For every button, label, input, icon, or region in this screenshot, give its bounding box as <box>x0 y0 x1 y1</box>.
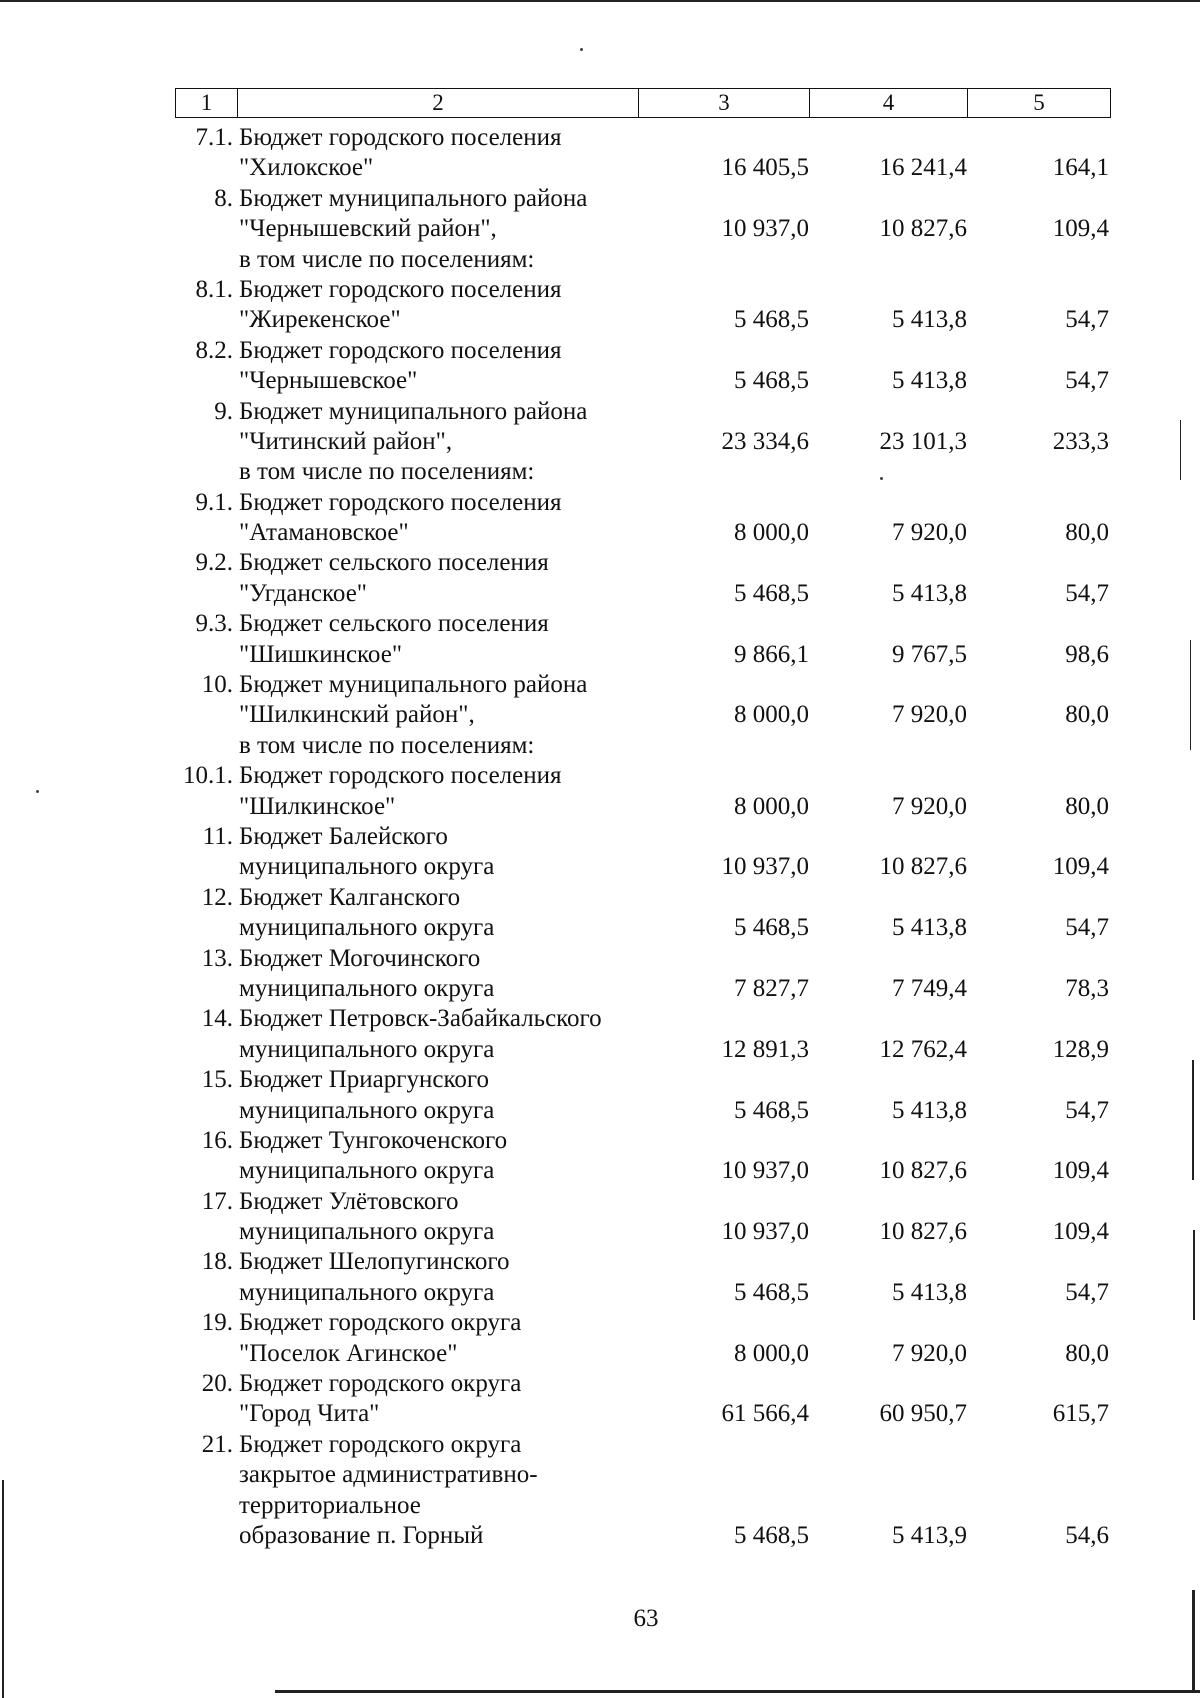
value-col-3 <box>637 457 809 487</box>
row-name-line: образование п. Горный <box>239 1521 484 1549</box>
row-name-line: Бюджет городского поселения <box>239 488 562 516</box>
table-row <box>175 123 1109 184</box>
scan-edge-bottom <box>275 1690 1200 1693</box>
value-col-3: 9 866,1 <box>734 640 809 668</box>
scan-edge-left <box>2 1480 4 1698</box>
header-col-1: 1 <box>176 89 238 118</box>
value-col-4: 23 101,3 <box>879 427 967 455</box>
value-col-4: 10 827,6 <box>879 1157 967 1185</box>
row-name <box>237 670 637 731</box>
value-col-5: 54,7 <box>1065 914 1109 942</box>
row-name-line: Бюджет городского округа <box>239 1309 522 1337</box>
row-name <box>237 123 637 184</box>
value-col-3: 5 468,5 <box>734 306 809 334</box>
row-name <box>237 761 637 822</box>
value-col-3: 8 000,0 <box>734 519 809 547</box>
value-col-4: 5 413,8 <box>892 306 967 334</box>
scan-mark-right-4 <box>1190 640 1191 750</box>
value-col-3: 5 468,5 <box>734 1096 809 1124</box>
row-name-line: "Атамановское" <box>239 519 409 547</box>
table-row <box>175 944 1109 1005</box>
value-col-5: 80,0 <box>1065 1339 1109 1367</box>
row-name-line: Бюджет Улётовского <box>239 1187 459 1215</box>
row-name-line: "Чернышевский район", <box>239 215 497 243</box>
row-name <box>237 275 637 336</box>
table-row <box>175 1369 1109 1430</box>
row-name <box>237 457 637 487</box>
row-name-line: Бюджет Шелопугинского <box>239 1248 510 1276</box>
value-col-4 <box>809 731 967 761</box>
table-row <box>175 1065 1109 1126</box>
row-name-line: Бюджет городского округа <box>239 1430 522 1458</box>
value-col-3: 5 468,5 <box>734 579 809 607</box>
value-col-4: 12 762,4 <box>879 1035 967 1063</box>
value-col-3: 5 468,5 <box>734 367 809 395</box>
row-name-line: "Чернышевское" <box>239 367 418 395</box>
row-name-line: муниципального округа <box>239 853 495 881</box>
row-name <box>237 245 637 275</box>
row-name-line: "Шилкинский район", <box>239 701 475 729</box>
row-number: 8.2. <box>195 336 233 364</box>
value-col-4: 5 413,8 <box>892 579 967 607</box>
row-name-line: муниципального округа <box>239 914 495 942</box>
row-name-line: "Шилкинское" <box>239 792 396 820</box>
row-number: 11. <box>202 822 233 850</box>
row-name <box>237 1369 637 1430</box>
value-col-4: 7 920,0 <box>892 701 967 729</box>
value-col-5: 615,7 <box>1052 1400 1109 1428</box>
scan-speck <box>36 790 39 793</box>
row-number: 16. <box>201 1126 233 1154</box>
row-name <box>237 1187 637 1248</box>
value-col-5: 109,4 <box>1052 1218 1109 1246</box>
table-row <box>175 609 1109 670</box>
value-col-3: 61 566,4 <box>721 1400 809 1428</box>
table-row <box>175 397 1109 458</box>
table-row <box>175 457 1109 487</box>
value-col-5: 78,3 <box>1065 974 1109 1002</box>
table-row <box>175 184 1109 245</box>
value-col-3: 5 468,5 <box>734 1278 809 1306</box>
row-name <box>237 609 637 670</box>
value-col-4: 5 413,9 <box>892 1521 967 1549</box>
table-row <box>175 336 1109 397</box>
value-col-4: 10 827,6 <box>879 1218 967 1246</box>
row-name-line: территориальное <box>239 1491 421 1519</box>
row-number: 8.1. <box>195 275 233 303</box>
value-col-4: 60 950,7 <box>879 1400 967 1428</box>
row-name-line: Бюджет муниципального района <box>239 671 588 699</box>
value-col-4: 7 920,0 <box>892 519 967 547</box>
row-name-line: "Шишкинское" <box>239 640 403 668</box>
row-number: 9.2. <box>195 549 233 577</box>
table-row <box>175 245 1109 275</box>
value-col-3: 5 468,5 <box>734 914 809 942</box>
value-col-5: 128,9 <box>1052 1035 1109 1063</box>
value-col-3 <box>637 245 809 275</box>
table-row <box>175 731 1109 761</box>
value-col-4: 7 920,0 <box>892 792 967 820</box>
value-col-5: 54,7 <box>1065 1096 1109 1124</box>
row-name-line: Бюджет городского поселения <box>239 336 562 364</box>
row-name-line: "Город Чита" <box>239 1400 380 1428</box>
row-number: 9.1. <box>195 488 233 516</box>
row-name <box>237 1430 637 1552</box>
value-col-3: 8 000,0 <box>734 792 809 820</box>
value-col-5 <box>967 457 1109 487</box>
table-header <box>175 88 1111 118</box>
value-col-5: 54,7 <box>1065 306 1109 334</box>
value-col-5: 233,3 <box>1052 427 1109 455</box>
row-name-line: муниципального округа <box>239 1035 495 1063</box>
row-number: 9.3. <box>195 610 233 638</box>
value-col-5: 54,7 <box>1065 1278 1109 1306</box>
table-row <box>175 1247 1109 1308</box>
header-col-4: 4 <box>810 89 968 118</box>
scan-edge-top <box>0 0 1200 2</box>
table-row <box>175 822 1109 883</box>
value-col-5: 109,4 <box>1052 853 1109 881</box>
row-name <box>237 1126 637 1187</box>
value-col-5: 54,6 <box>1065 1521 1109 1549</box>
value-col-5: 80,0 <box>1065 792 1109 820</box>
row-name-line: Бюджет городского поселения <box>239 124 562 151</box>
value-col-3: 23 334,6 <box>721 427 809 455</box>
value-col-4: 16 241,4 <box>879 154 967 182</box>
value-col-4 <box>809 245 967 275</box>
row-name-line: муниципального округа <box>239 974 495 1002</box>
value-col-5: 80,0 <box>1065 701 1109 729</box>
value-col-4: 7 920,0 <box>892 1339 967 1367</box>
table-row <box>175 488 1109 549</box>
row-number <box>175 245 237 275</box>
value-col-4 <box>809 457 967 487</box>
row-name <box>237 1308 637 1369</box>
row-name-line: Бюджет городского округа <box>239 1370 522 1398</box>
row-number: 20. <box>201 1370 233 1398</box>
row-name <box>237 336 637 397</box>
row-name-line: Бюджет сельского поселения <box>239 610 549 638</box>
value-col-3: 5 468,5 <box>734 1521 809 1549</box>
scan-mark-right-1 <box>1192 1060 1194 1180</box>
value-col-3: 12 891,3 <box>721 1035 809 1063</box>
value-col-5: 54,7 <box>1065 579 1109 607</box>
row-number: 14. <box>201 1005 233 1033</box>
value-col-5: 109,4 <box>1052 215 1109 243</box>
value-col-5: 164,1 <box>1052 154 1109 182</box>
value-col-5: 98,6 <box>1065 640 1109 668</box>
row-name-line: "Читинский район", <box>239 427 453 455</box>
row-name-line: Бюджет городского поселения <box>239 275 562 303</box>
row-name-line: Бюджет Приаргунского <box>239 1066 489 1094</box>
row-name-line: Бюджет Тунгокоченского <box>239 1126 508 1154</box>
value-col-4: 5 413,8 <box>892 367 967 395</box>
row-name-line: закрытое административно- <box>239 1461 538 1489</box>
row-number <box>175 731 237 761</box>
row-name-line: в том числе по поселениям: <box>239 731 535 759</box>
value-col-3: 8 000,0 <box>734 701 809 729</box>
row-name-line: "Хилокское" <box>239 154 374 182</box>
row-name <box>237 397 637 458</box>
row-name <box>237 1004 637 1065</box>
value-col-3: 10 937,0 <box>721 1157 809 1185</box>
header-col-3: 3 <box>639 89 810 118</box>
row-number: 15. <box>201 1066 233 1094</box>
row-name <box>237 184 637 245</box>
value-col-4: 5 413,8 <box>892 1278 967 1306</box>
row-name <box>237 883 637 944</box>
row-name <box>237 731 637 761</box>
row-name-line: Бюджет Могочинского <box>239 944 481 972</box>
value-col-3: 7 827,7 <box>734 974 809 1002</box>
row-number: 10. <box>201 671 233 699</box>
value-col-3: 10 937,0 <box>721 215 809 243</box>
row-number: 8. <box>214 184 233 212</box>
row-number: 13. <box>201 944 233 972</box>
row-name <box>237 822 637 883</box>
row-name-line: муниципального округа <box>239 1096 495 1124</box>
row-number <box>175 457 237 487</box>
header-col-5: 5 <box>968 89 1111 118</box>
row-name-line: Бюджет Петровск-Забайкальского <box>239 1005 602 1033</box>
row-name-line: в том числе по поселениям: <box>239 245 535 273</box>
scan-speck <box>580 48 583 51</box>
row-number: 7.1. <box>195 124 233 151</box>
value-col-4: 10 827,6 <box>879 853 967 881</box>
row-name-line: Бюджет городского поселения <box>239 762 562 790</box>
value-col-4: 9 767,5 <box>892 640 967 668</box>
value-col-5 <box>967 731 1109 761</box>
page-number: 63 <box>633 1605 659 1632</box>
row-name-line: "Поселок Агинское" <box>239 1339 458 1367</box>
row-name-line: муниципального округа <box>239 1278 495 1306</box>
value-col-4: 5 413,8 <box>892 1096 967 1124</box>
table-row <box>175 1187 1109 1248</box>
value-col-5: 80,0 <box>1065 519 1109 547</box>
row-name <box>237 548 637 609</box>
table-row <box>175 670 1109 731</box>
table-row <box>175 883 1109 944</box>
row-name-line: Бюджет муниципального района <box>239 184 588 212</box>
table-row <box>175 275 1109 336</box>
value-col-3: 10 937,0 <box>721 1218 809 1246</box>
row-name <box>237 1065 637 1126</box>
value-col-5 <box>967 245 1109 275</box>
value-col-4: 7 749,4 <box>892 974 967 1002</box>
table-row <box>175 1308 1109 1369</box>
row-name-line: Бюджет муниципального района <box>239 397 588 425</box>
row-number: 19. <box>201 1309 233 1337</box>
row-name-line: "Жирекенское" <box>239 306 401 334</box>
table-row <box>175 761 1109 822</box>
row-name-line: муниципального округа <box>239 1218 495 1246</box>
header-col-2: 2 <box>238 89 639 118</box>
row-name-line: "Угданское" <box>239 579 367 607</box>
row-name-line: в том числе по поселениям: <box>239 458 535 486</box>
table-row <box>175 1126 1109 1187</box>
scan-mark-right-2 <box>1193 1230 1195 1320</box>
row-number: 17. <box>201 1187 233 1215</box>
row-number: 18. <box>201 1248 233 1276</box>
row-number: 12. <box>201 883 233 911</box>
row-name-line: Бюджет Калганского <box>239 883 461 911</box>
value-col-5: 109,4 <box>1052 1157 1109 1185</box>
row-name <box>237 488 637 549</box>
budget-table-body <box>175 123 1109 1551</box>
value-col-3: 8 000,0 <box>734 1339 809 1367</box>
row-name-line: Бюджет сельского поселения <box>239 549 549 577</box>
row-name-line: Бюджет Балейского <box>239 822 448 850</box>
value-col-3 <box>637 731 809 761</box>
row-name <box>237 1247 637 1308</box>
row-number: 9. <box>214 397 233 425</box>
value-col-3: 10 937,0 <box>721 853 809 881</box>
row-number: 10.1. <box>183 762 233 790</box>
row-name-line: муниципального округа <box>239 1157 495 1185</box>
row-number: 21. <box>201 1430 233 1458</box>
row-name <box>237 944 637 1005</box>
table-row <box>175 1004 1109 1065</box>
table-row <box>175 548 1109 609</box>
value-col-3: 16 405,5 <box>721 154 809 182</box>
table-row <box>175 1430 1109 1552</box>
value-col-5: 54,7 <box>1065 367 1109 395</box>
value-col-4: 5 413,8 <box>892 914 967 942</box>
value-col-4: 10 827,6 <box>879 215 967 243</box>
scan-mark-right-3 <box>1180 420 1181 480</box>
